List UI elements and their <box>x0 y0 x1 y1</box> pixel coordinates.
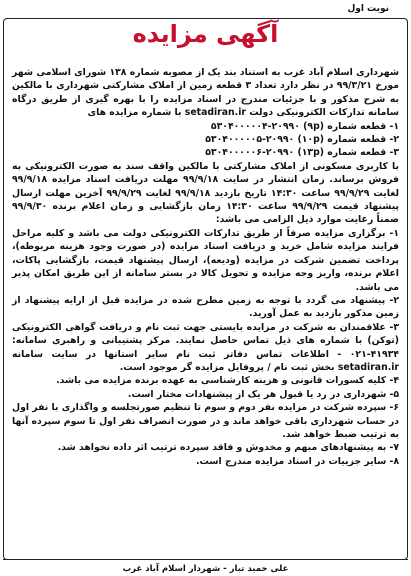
condition-item-7: ۷- به پیشنهادهای مبهم و مخدوش و فاقد سپرده ترتیب اثر داده نخواهد شد. <box>57 442 399 454</box>
footer-divider <box>3 559 408 560</box>
notice-body <box>12 66 399 468</box>
condition-item-8: ۸- سایر جزییات در اسناد مزایده مندرج است. <box>196 455 399 467</box>
condition-item-5: ۵- شهرداری در رد یا قبول هر یک از پیشنهادات مختار است. <box>127 388 399 400</box>
condition-item-4: ۴- کلیه کسورات قانونی و هزینه کارشناسی به عهده برنده مزایده می باشد. <box>56 375 399 387</box>
plot-list <box>12 120 399 160</box>
condition-item-2: ۲- پیشنهاد می گردد با توجه به زمین مطرح شده در مزایده قبل از ارایه پیشنهاد از زمین مذکور بازدید به عمل آورید. <box>12 294 399 320</box>
schedule-paragraph: با کاربری مسکونی از املاک مشارکتی با مالکین واقف سند به صورت الکترونیکی به فروش برساند. زمان انتشار در سایت ۹۹/۹/۱۸ مهلت دریافت اسناد مزایده ۹۹/۹/۱۸ لغایت ۹۹/۹/۲۹ ساعت ۱۴:۳۰ تاریخ بازدید ۹۹/۹/۱۸ لغایت ۹۹/۹/۲۹ آخرین مهلت ارسال پیشنهاد قیمت ۹۹/۹/۲۹ ساعت ۱۴:۳۰ زمان بازگشایی و زمان اعلام برنده ۹۹/۹/۳۰ ضمناً رعایت موارد ذیل الزامی می باشد: <box>12 160 399 226</box>
condition-item-6: ۶- سپرده شرکت در مزایده نفر دوم و سوم تا تنظیم صورتجلسه و واگذاری با نفر اول در حساب شهرداری باقی خواهد ماند و در صورت انصراف نفر اول تا سوم سپرده آنها به ترتیب ضبط خواهد شد. <box>12 402 399 440</box>
signature-line: علی حمید تبار - شهردار اسلام آباد غرب <box>122 564 289 574</box>
plot-item-3: ۳- قطعه شماره (۱۳p) ۵۳۰۴۰۰۰۰۰۶-۲۰۹۹۰ <box>205 147 399 159</box>
intro-paragraph: شهرداری اسلام آباد غرب به استناد بند یک از مصوبه شماره ۱۳۸ شورای اسلامی شهر مورخ ۹۹/۳/۲۱ در نظر دارد تعداد ۳ قطعه زمین از املاک مشارکتی شهرداری با مالکین به شرح مذکور و با جزئیات مندرج در اسناد مزایده را با بهره گیری از طریق درگاه سامانه تدارکات الکترونیکی دولت setadiran.ir با شماره مزایده های <box>12 67 400 119</box>
title-container <box>0 20 411 48</box>
condition-item-3: ۳- علاقمندان به شرکت در مزایده بایستی جهت ثبت نام و دریافت گواهی الکترونیکی (توکن) با شماره های ذیل تماس حاصل نمایند. مرکز پشتیبانی و راهبری سامانه: ۴۱۹۳۴-۰۲۱ - اطلاعات تماس دفاتر ثبت نام سایر استانها در سایت سامانه setadiran.ir بخش ثبت نام / پروفایل مزایده گر موجود است. <box>12 321 399 373</box>
condition-item-1: ۱- برگزاری مزایده صرفاً از طریق تدارکات الکترونیکی دولت می باشد و کلیه مراحل فرایند مزایده شامل خرید و دریافت اسناد مزایده (در صورت وجود هزینه مربوطه)، پرداخت تضمین شرکت در مزایده (ودیعه)، ارسال پیشنهاد قیمت، بازگشایی پاکات، اعلام برنده، واریز وجه مزایده و تحویل کالا در بستر سامانه از این طریق امکان پذیر می باشد. <box>12 227 399 293</box>
notice-title: آگهی مزایده <box>132 20 279 48</box>
edition-label: نوبت اول <box>347 4 389 14</box>
plot-item-2: ۲- قطعه شماره (۱۰p) ۵۳۰۴۰۰۰۰۰۵-۲۰۹۹۰ <box>205 134 399 146</box>
conditions-list <box>12 227 399 468</box>
plot-item-1: ۱- قطعه شماره (۹p) ۵۳۰۴۰۰۰۰۰۴-۲۰۹۹۰ <box>210 120 399 132</box>
